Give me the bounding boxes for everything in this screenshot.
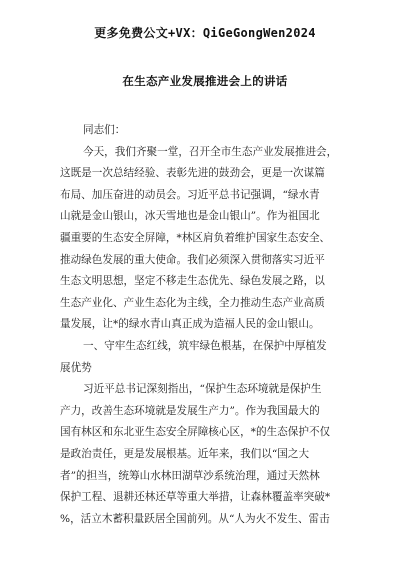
body-line: 是政治责任，更是发展根基。近年来，我们以“国之大: [60, 447, 310, 460]
body-line: 习近平总书记深刻指出，“保护生态环境就是保护生: [83, 383, 322, 396]
body-line: 量发展，让*的绿水青山真正成为造福人民的金山银山。: [60, 318, 320, 331]
body-line: 一、守牢生态红线，筑牢绿色根基，在保护中厚植发: [83, 339, 327, 352]
body-line: 推动绿色发展的重大使命。我们必须深入贯彻落实习近平: [60, 253, 325, 266]
body-line: 山就是金山银山，冰天雪地也是金山银山”。作为祖国北: [60, 210, 320, 223]
body-line: 疆重要的生态安全屏障，*林区肩负着维护国家生态安全、: [60, 231, 331, 244]
salutation: 同志们：: [83, 124, 126, 136]
body-line: 保护工程、退耕还林还草等重大举措，让森林覆盖率突破*: [60, 491, 331, 504]
document-body: [60, 120, 360, 530]
header-note: 更多免费公文+VX：QiGeGongWen2024: [94, 26, 316, 40]
body-line: 生态文明思想，坚定不移走生态优先、绿色发展之路，以: [60, 275, 325, 288]
body-line: 今天，我们齐聚一堂，召开全市生态产业发展推进会，: [83, 145, 338, 158]
body-line: 展优势: [60, 361, 92, 374]
body-line: 产力，改善生态环境就是发展生产力”。作为我国最大的: [60, 404, 320, 417]
body-line: %，活立木蓄积量跃居全国前列。从“人为火不发生、雷击: [60, 512, 330, 525]
body-lines: [60, 142, 360, 531]
body-line: 这既是一次总结经验、表彰先进的鼓劲会，更是一次谋篇: [60, 167, 325, 180]
body-line: 生态产业化、产业生态化为主线，全力推动生态产业高质: [60, 296, 325, 309]
body-line: 布局、加压奋进的动员会。习近平总书记强调，“绿水青: [60, 188, 320, 201]
body-line: 国有林区和东北亚生态安全屏障核心区，*的生态保护不仅: [60, 426, 331, 439]
document-title: 在生态产业发展推进会上的讲话: [122, 74, 288, 88]
body-line: 者”的担当，统筹山水林田湖草沙系统治理，通过天然林: [60, 469, 320, 482]
